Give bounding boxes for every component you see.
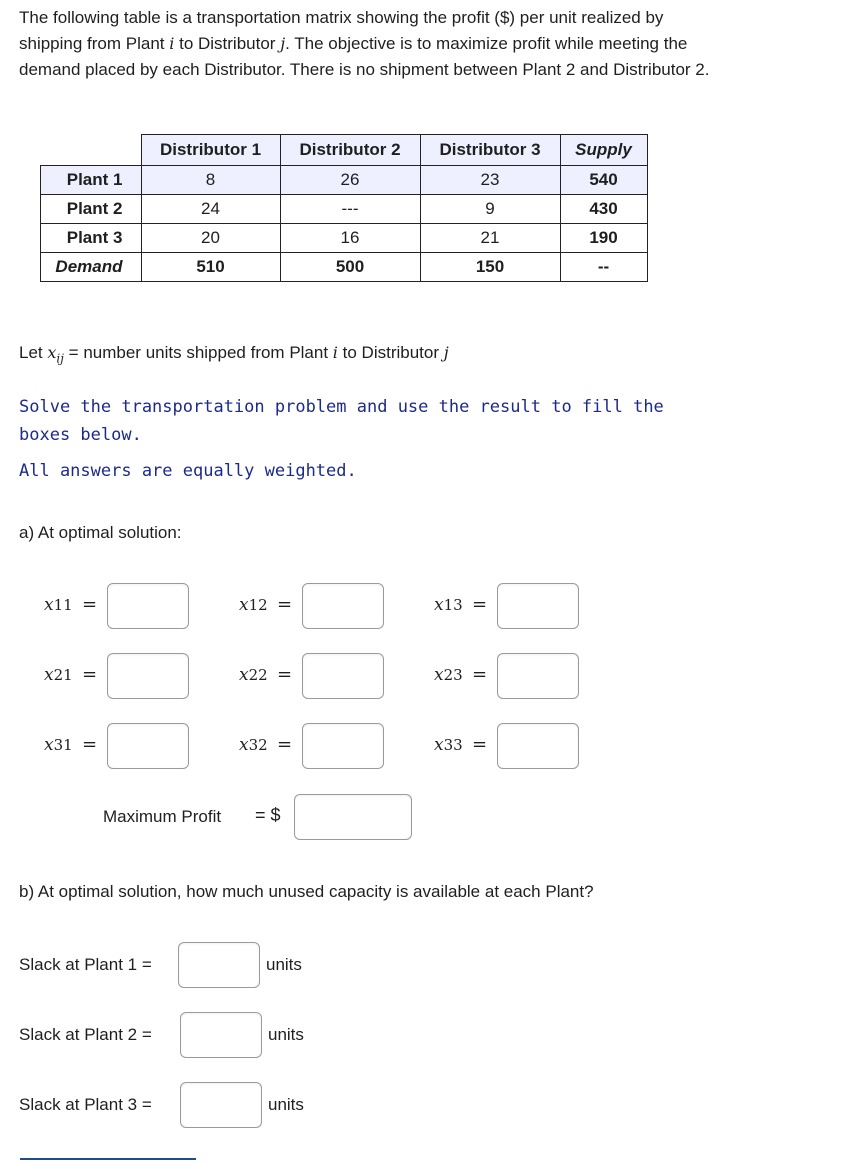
instructions-line-1: Solve the transportation problem and use the result to fill the xyxy=(19,397,664,417)
x23-input[interactable] xyxy=(497,653,579,699)
max-profit-equals-dollar: = $ xyxy=(255,805,281,825)
cell: 23 xyxy=(420,166,560,195)
cell: 24 xyxy=(141,195,280,224)
demand-supply-cell: -- xyxy=(560,253,647,282)
equals-sign: = xyxy=(472,734,488,755)
var-x31-label: x31 xyxy=(44,735,73,755)
cell: 9 xyxy=(420,195,560,224)
cell: 21 xyxy=(420,224,560,253)
demand-cell: 510 xyxy=(141,253,280,282)
header-distributor-3: Distributor 3 xyxy=(420,135,560,166)
part-a-title: a) At optimal solution: xyxy=(19,523,182,542)
demand-cell: 500 xyxy=(280,253,420,282)
table-row xyxy=(41,166,648,195)
x12-input[interactable] xyxy=(302,583,384,629)
cell: 20 xyxy=(141,224,280,253)
row-label-plant-3: Plant 3 xyxy=(41,224,142,253)
x11-input[interactable] xyxy=(107,583,189,629)
instructions-line-2: boxes below. xyxy=(19,425,142,445)
x22-input[interactable] xyxy=(302,653,384,699)
var-x22-label: x22 xyxy=(239,665,268,685)
equals-sign: = xyxy=(82,664,98,685)
equals-sign: = xyxy=(82,594,98,615)
equals-sign: = xyxy=(472,664,488,685)
max-profit-label: Maximum Profit xyxy=(103,807,222,826)
problem-intro: The following table is a transportation matrix showing the profit ($) per unit realized by shipping from Plant i to Distributor j. The objective is to maximize profit while meeting the demand placed by each Distributor. There is no shipment between Plant 2 and Distributor 2. xyxy=(19,8,710,79)
header-distributor-1: Distributor 1 xyxy=(141,135,280,166)
equals-sign: = xyxy=(472,594,488,615)
slack-plant-2-label: Slack at Plant 2 = xyxy=(19,1025,152,1044)
equals-sign: = xyxy=(277,594,293,615)
corner-cell xyxy=(41,135,142,166)
var-x21-label: x21 xyxy=(44,665,73,685)
table-row xyxy=(41,195,648,224)
x21-input[interactable] xyxy=(107,653,189,699)
cell: 16 xyxy=(280,224,420,253)
slack-plant-3-input[interactable] xyxy=(180,1082,262,1128)
row-label-plant-1: Plant 1 xyxy=(41,166,142,195)
equals-sign: = xyxy=(277,734,293,755)
demand-cell: 150 xyxy=(420,253,560,282)
row-label-plant-2: Plant 2 xyxy=(41,195,142,224)
header-distributor-2: Distributor 2 xyxy=(280,135,420,166)
var-x12-label: x12 xyxy=(239,595,268,615)
var-i: i xyxy=(169,34,175,53)
var-x13-label: x13 xyxy=(434,595,463,615)
table-header-row xyxy=(41,135,648,166)
var-x11-label: x11 xyxy=(44,595,73,615)
slack-plant-1-unit: units xyxy=(266,955,302,974)
bottom-divider xyxy=(20,1158,196,1160)
var-x23-label: x23 xyxy=(434,665,463,685)
x32-input[interactable] xyxy=(302,723,384,769)
x13-input[interactable] xyxy=(497,583,579,629)
x33-input[interactable] xyxy=(497,723,579,769)
part-b-title: b) At optimal solution, how much unused capacity is available at each Plant? xyxy=(19,882,594,901)
variable-definition: Let $x_{ij}$ = number units shipped from Plant i to Distributor j xyxy=(19,343,449,366)
instructions-weighting: All answers are equally weighted. xyxy=(19,461,357,481)
var-x32-label: x32 xyxy=(239,735,268,755)
x31-input[interactable] xyxy=(107,723,189,769)
slack-plant-3-label: Slack at Plant 3 = xyxy=(19,1095,152,1114)
supply-cell: 430 xyxy=(560,195,647,224)
equals-sign: = xyxy=(82,734,98,755)
slack-plant-1-label: Slack at Plant 1 = xyxy=(19,955,152,974)
cell: --- xyxy=(280,195,420,224)
slack-plant-2-unit: units xyxy=(268,1025,304,1044)
cell: 26 xyxy=(280,166,420,195)
supply-cell: 190 xyxy=(560,224,647,253)
header-supply: Supply xyxy=(560,135,647,166)
demand-row xyxy=(41,253,648,282)
cell: 8 xyxy=(141,166,280,195)
table-row xyxy=(41,224,648,253)
var-x33-label: x33 xyxy=(434,735,463,755)
supply-cell: 540 xyxy=(560,166,647,195)
slack-plant-3-unit: units xyxy=(268,1095,304,1114)
slack-plant-1-input[interactable] xyxy=(178,942,260,988)
var-j: j xyxy=(280,34,286,53)
max-profit-input[interactable] xyxy=(294,794,412,840)
transportation-matrix xyxy=(40,134,648,282)
equals-sign: = xyxy=(277,664,293,685)
slack-plant-2-input[interactable] xyxy=(180,1012,262,1058)
row-label-demand: Demand xyxy=(41,253,142,282)
